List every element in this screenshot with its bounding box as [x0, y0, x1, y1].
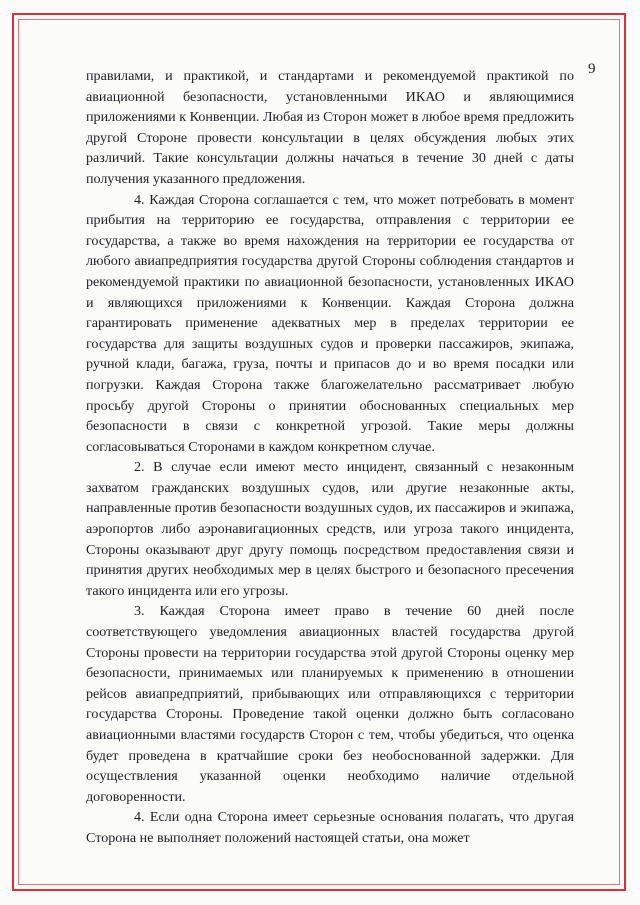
page-number: 9	[588, 61, 596, 77]
document-body	[86, 66, 574, 849]
paragraph-continuation: правилами, и практикой, и стандартами и рекомендуемой практикой по авиационной безопасности, установленными ИКАО и являющимися приложениями к Конвенции. Любая из Сторон может в любое время предложить другой Стороне провести консультации в целях обсуждения любых этих различий. Такие консультации должны начаться в течение 30 дней с даты получения указанного предложения.	[86, 68, 574, 187]
paragraph-3-security-assessment: 3. Каждая Сторона имеет право в течение 60 дней после соответствующего уведомления авиационных властей государства другой Стороны провести на территории государства этой другой Стороны оценку мер безопасности, принимаемых или планируемых к применению в отношении рейсов авиапредприятий, прибывающих или отправляющихся с территории государства Стороны. Проведение такой оценки должно быть согласовано авиационными властями государств Сторон с тем, чтобы убедиться, что оценка будет проведена в кратчайшие сроки без необоснованной задержки. Для осуществления указанной оценки необходимо наличие отдельной договоренности.	[86, 603, 574, 805]
paragraph-4-security-standards: 4. Каждая Сторона соглашается с тем, что может потребовать в момент прибытия на территорию ее государства, отправления с территории ее государства, а также во время нахождения на территории ее государства от любого авиапредприятия государства другой Стороны соблюдения стандартов и рекомендуемой практики по авиационной безопасности, установленных ИКАО и являющихся приложениями к Конвенции. Каждая Сторона должна гарантировать применение адекватных мер в пределах территории ее государства для защиты воздушных судов и проверки пассажиров, экипажа, ручной клади, багажа, груза, почты и припасов до и во время посадки или погрузки. Каждая Сторона также благожелательно рассматривает любую просьбу другой Стороны о принятии обоснованных специальных мер безопасности в связи с конкретной угрозой. Такие меры должны согласовываться Сторонами в каждом конкретном случае.	[86, 191, 574, 455]
paragraph-2-incident-assistance: 2. В случае если имеют место инцидент, связанный с незаконным захватом гражданских воздушных судов, или другие незаконные акты, направленные против безопасности воздушных судов, их пассажиров и экипажа, аэропортов либо аэронавигационных средств, или угроза такого инцидента, Стороны оказывают друг другу помощь посредством предоставления связи и принятия других необходимых мер в целях быстрого и безопасного пресечения такого инцидента или его угрозы.	[86, 459, 574, 599]
paragraph-4-noncompliance: 4. Если одна Сторона имеет серьезные основания полагать, что другая Сторона не выполняет положений настоящей статьи, она может	[86, 809, 574, 846]
